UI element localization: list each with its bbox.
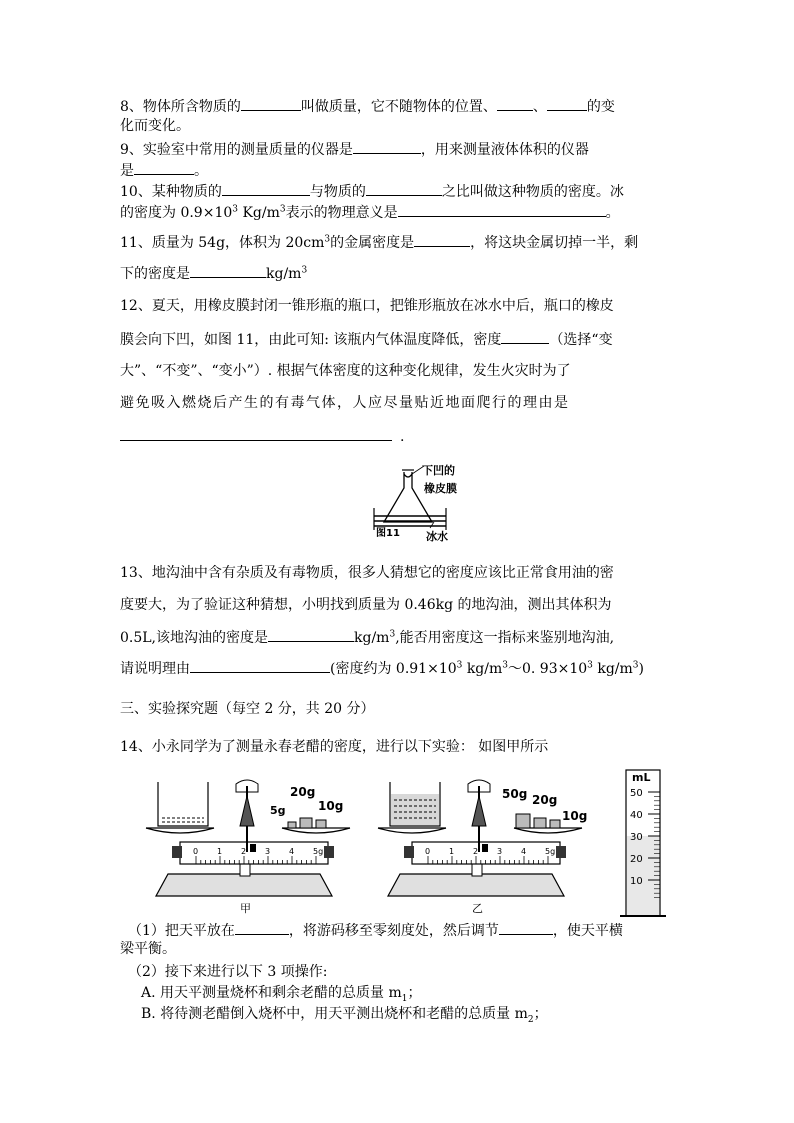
scale-tick-label: 2 [473, 847, 479, 856]
label-ice-water: 冰水 [426, 530, 448, 543]
q12-line3: 大”、“不变”、“变小”）. 根据气体密度的这种变化规律，发生火灾时为了 [120, 363, 571, 379]
q14-intro: 14、小永同学为了测量永春老醋的密度，进行以下实验： 如图甲所示 [120, 739, 549, 755]
q8-line1: 8、物体所含物质的 叫做质量，它不随物体的位置、 、 的变 [120, 96, 615, 116]
answer-blank[interactable] [353, 139, 421, 154]
balance-jia [146, 780, 350, 915]
answer-blank[interactable] [414, 232, 470, 247]
scale-tick-label: 1 [449, 847, 455, 856]
cylinder-unit: mL [632, 771, 651, 784]
answer-blank[interactable] [190, 658, 330, 673]
answer-blank[interactable] [190, 263, 266, 278]
q14-step-b: B. 将待测老醋倒入烧杯中，用天平测出烧杯和老醋的总质量 $m_2$； [141, 1006, 548, 1025]
scale-tick-label: 2 [241, 847, 247, 856]
answer-blank[interactable] [547, 96, 587, 111]
q13-line1: 13、地沟油中含有杂质及有毒物质，很多人猜想它的密度应该比正常食用油的密 [120, 565, 614, 581]
graduated-cylinder [620, 770, 666, 916]
q9-line1: 9、实验室中常用的测量质量的仪器是 ，用来测量液体体积的仪器 [120, 139, 589, 159]
answer-blank[interactable] [268, 627, 354, 642]
weight-label: 20g [532, 793, 558, 807]
scale-tick-label: 4 [289, 847, 295, 856]
label-jia: 甲 [240, 902, 251, 915]
section-heading: 三、实验探究题（每空 2 分，共 20 分） [120, 701, 375, 717]
q14-part1-line2: 梁平衡。 [120, 941, 176, 957]
scale-tick-label: 0 [425, 847, 431, 856]
weight-label: 10g [318, 799, 344, 813]
scale-tick-label: 1 [217, 847, 223, 856]
weight-label: 5g [270, 804, 286, 817]
q14-step-a: A. 用天平测量烧杯和剩余老醋的总质量 $m_1$； [141, 985, 422, 1004]
q9-line2: 是 。 [120, 160, 208, 180]
label-membrane-2: 橡皮膜 [424, 482, 457, 495]
scale-tick-label: 5g [545, 847, 556, 856]
figure-caption: 图11 [376, 528, 400, 539]
rider [482, 844, 488, 852]
cylinder-mark-label: 10 [630, 876, 643, 887]
answer-blank[interactable] [499, 920, 553, 935]
q13-line3: 0.5L,该地沟油的密度是 $kg/m^3$,能否用密度这一指标来鉴别地沟油, [120, 627, 614, 647]
balance-yi [378, 780, 587, 915]
weight-label: 20g [290, 785, 316, 799]
q11-line2: 下的密度是 $kg/m^3$ [120, 263, 307, 283]
rider [250, 844, 256, 852]
q10-line2: 的密度为 $0.9\times 10^3$ $Kg/m^3$表示的物理意义是 。 [120, 202, 620, 222]
weight-label: 10g [562, 809, 588, 823]
scale-tick-label: 3 [497, 847, 503, 856]
q12-line2: 膜会向下凹，如图 11，由此可知: 该瓶内气体温度降低，密度 （选择“变 [120, 329, 613, 349]
q14-part2: （2）接下来进行以下 3 项操作: [128, 964, 328, 980]
answer-blank[interactable] [241, 96, 301, 111]
label-yi: 乙 [472, 902, 483, 915]
answer-blank[interactable] [134, 160, 194, 175]
scale-tick-label: 4 [521, 847, 527, 856]
cylinder-mark-label: 30 [630, 832, 643, 843]
q12-line4: 避免吸入燃烧后产生的有毒气体，人应尽量贴近地面爬行的理由是 [120, 395, 570, 411]
scale-tick-label: 3 [265, 847, 271, 856]
q14-part1-line1: （1）把天平放在 ，将游码移至零刻度处，然后调节 ，使天平横 [128, 920, 623, 940]
cylinder-mark-label: 40 [630, 810, 643, 821]
q13-line4: 请说明理由 (密度约为 $0.91\times 10^3$ $kg/m^3\sim 0$. $93\times 10^3$ $kg/m^3$) [120, 658, 644, 678]
cylinder-mark-label: 20 [630, 854, 643, 865]
cylinder-mark-label: 50 [630, 788, 643, 799]
answer-blank[interactable] [497, 96, 533, 111]
figure-14-balances [140, 766, 680, 918]
scale-tick-label: 5g [313, 847, 324, 856]
q12-line5: . [120, 426, 404, 446]
q12-line1: 12、夏天，用橡皮膜封闭一锥形瓶的瓶口，把锥形瓶放在冰水中后，瓶口的橡皮 [120, 298, 614, 314]
answer-blank[interactable] [366, 181, 442, 196]
answer-blank[interactable] [120, 426, 392, 441]
q11-line1: 11、质量为 54g，体积为 $20cm^3$的金属密度是 ，将这块金属切掉一半，剩 [120, 232, 638, 252]
q10-line1: 10、某种物质的 与物质的 之比叫做这种物质的密度。冰 [120, 181, 624, 201]
figure-11-flask-diagram [370, 464, 480, 546]
answer-blank[interactable] [235, 920, 289, 935]
q13-line2: 度要大，为了验证这种猜想，小明找到质量为 0.46kg 的地沟油，测出其体积为 [120, 597, 612, 613]
answer-blank[interactable] [501, 329, 549, 344]
answer-blank[interactable] [222, 181, 310, 196]
weight-label: 50g [502, 787, 528, 801]
q8-line2: 化而变化。 [120, 118, 190, 134]
scale-tick-label: 0 [193, 847, 199, 856]
answer-blank[interactable] [398, 202, 606, 217]
label-membrane-1: 下凹的 [422, 464, 455, 477]
